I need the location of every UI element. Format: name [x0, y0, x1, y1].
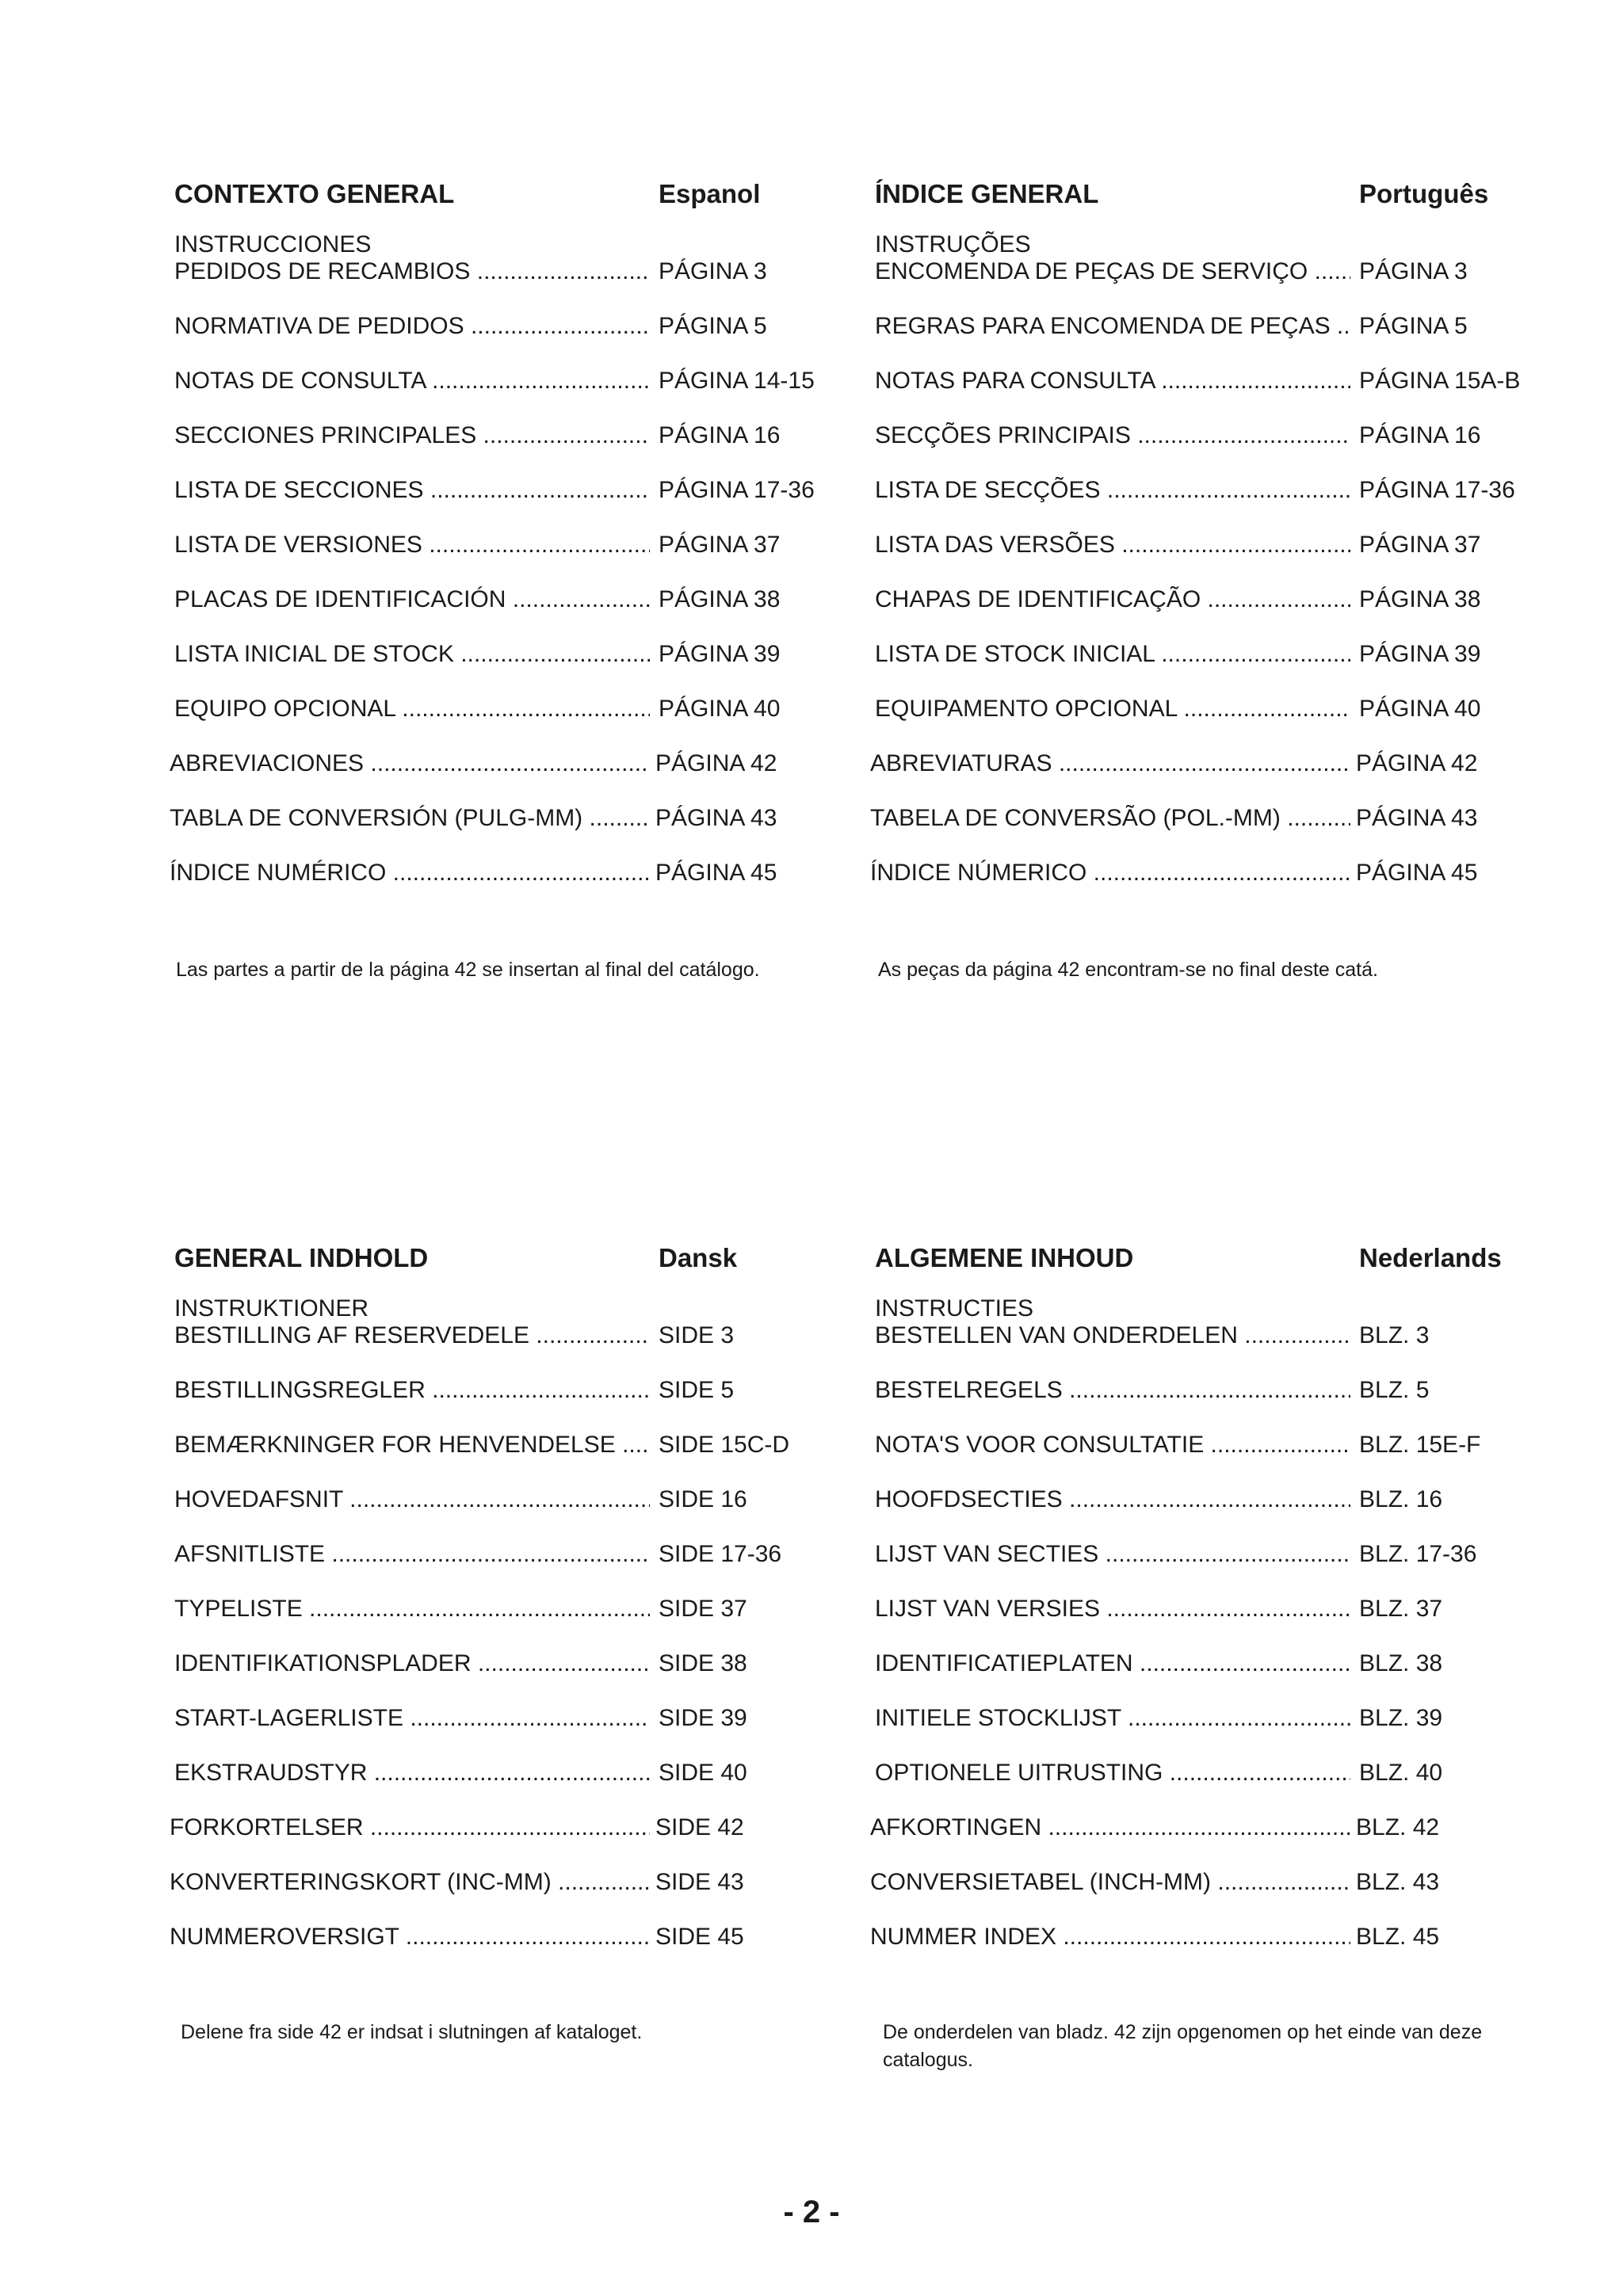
- toc-entry-page: PÁGINA 45: [1356, 860, 1478, 886]
- toc-entry: [173, 1705, 870, 1760]
- toc-entry-heading: INSTRUKTIONER: [174, 1295, 369, 1322]
- toc-entry-label: LIJST VAN VERSIES .....: [875, 1596, 1350, 1623]
- toc-entry-label: LISTA DE SECÇÕES .....: [875, 477, 1350, 504]
- toc-entry-label: NORMATIVA DE PEDIDOS .....: [174, 313, 650, 340]
- section-title: ALGEMENE INHOUD: [875, 1243, 1134, 1272]
- toc-entry: [173, 231, 870, 313]
- toc-entry-page: BLZ. 38: [1359, 1650, 1443, 1676]
- toc-entry: [173, 1596, 870, 1650]
- toc-entry-heading: INSTRUÇÕES: [875, 231, 1031, 257]
- toc-entry-label: EKSTRAUDSTYR .....: [174, 1760, 650, 1787]
- toc-entry-label: TYPELISTE .....: [174, 1596, 650, 1623]
- toc-entry-label: CHAPAS DE IDENTIFICAÇÃO .....: [875, 586, 1350, 613]
- toc-entry: [873, 1760, 1571, 1814]
- toc-entry: [173, 1760, 870, 1814]
- toc-entry: [873, 477, 1571, 532]
- section-language: Dansk: [659, 1243, 738, 1272]
- toc-entry-page: BLZ. 3: [1359, 1322, 1430, 1348]
- toc-entry-page: PÁGINA 3: [659, 258, 767, 284]
- toc-entry: [173, 1650, 870, 1705]
- footnote-portugues: As peças da página 42 encontram-se no final deste catá.: [878, 959, 1378, 981]
- toc-entry-label: NOTAS DE CONSULTA .....: [174, 368, 650, 395]
- toc-entry: [873, 1705, 1571, 1760]
- toc-entry-label: SECCIONES PRINCIPALES .....: [174, 422, 650, 449]
- toc-entry-page: PÁGINA 17-36: [1359, 477, 1515, 503]
- toc-entry-page: PÁGINA 16: [659, 422, 781, 448]
- toc-entry: [873, 368, 1571, 422]
- section-language: Nederlands: [1359, 1243, 1502, 1272]
- toc-entry: [873, 313, 1571, 368]
- toc-entry-label: BESTELLEN VAN ONDERDELEN .....: [875, 1322, 1350, 1349]
- section-nederlands: [870, 1240, 1571, 1978]
- toc-entry: [870, 1814, 1571, 1869]
- toc-entry-label: START-LAGERLISTE .....: [174, 1705, 650, 1732]
- toc-list: [170, 1295, 870, 1978]
- toc-list: [870, 231, 1571, 914]
- toc-entry-label: NOTAS PARA CONSULTA .....: [875, 368, 1350, 395]
- toc-entry-page: SIDE 43: [655, 1869, 744, 1895]
- toc-entry-page: PÁGINA 37: [1359, 532, 1481, 558]
- toc-list: [870, 1295, 1571, 1978]
- toc-entry-label: NOTA'S VOOR CONSULTATIE .....: [875, 1432, 1350, 1459]
- toc-entry-label: LISTA DE VERSIONES .....: [174, 532, 650, 559]
- toc-entry-label: BEMÆRKNINGER FOR HENVENDELSE .....: [174, 1432, 650, 1459]
- toc-entry-page: BLZ. 45: [1356, 1924, 1440, 1950]
- toc-entry-label: PLACAS DE IDENTIFICACIÓN .....: [174, 586, 650, 613]
- section-header: [873, 176, 1571, 214]
- toc-entry-label: LISTA DE STOCK INICIAL .....: [875, 641, 1350, 668]
- toc-entry-page: PÁGINA 37: [659, 532, 781, 558]
- toc-entry: [873, 1432, 1571, 1486]
- section-portugues: [870, 176, 1571, 914]
- toc-entry: [873, 641, 1571, 696]
- toc-entry-label: AFSNITLISTE .....: [174, 1541, 650, 1568]
- toc-entry-page: PÁGINA 3: [1359, 258, 1468, 284]
- toc-entry-heading: INSTRUCTIES: [875, 1295, 1034, 1322]
- toc-entry: [873, 532, 1571, 586]
- toc-entry-label: ABREVIACIONES .....: [170, 750, 650, 777]
- toc-entry: [873, 696, 1571, 750]
- toc-entry-page: BLZ. 16: [1359, 1486, 1443, 1512]
- toc-entry: [173, 641, 870, 696]
- toc-entry: [873, 1377, 1571, 1432]
- toc-entry-label: ÍNDICE NÚMERICO .....: [870, 860, 1350, 887]
- toc-entry-page: BLZ. 39: [1359, 1705, 1443, 1731]
- toc-entry: [870, 860, 1571, 914]
- section-title: ÍNDICE GENERAL: [875, 179, 1099, 208]
- toc-entry-page: BLZ. 15E-F: [1359, 1432, 1481, 1458]
- toc-entry: [873, 1541, 1571, 1596]
- toc-entry-page: SIDE 5: [659, 1377, 735, 1403]
- toc-entry-label: OPTIONELE UITRUSTING .....: [875, 1760, 1350, 1787]
- toc-entry: [870, 1869, 1571, 1924]
- toc-entry: [170, 1869, 870, 1924]
- page-number: - 2 -: [783, 2195, 840, 2229]
- toc-entry-page: SIDE 40: [659, 1760, 747, 1786]
- toc-entry: [873, 422, 1571, 477]
- toc-entry: [873, 1596, 1571, 1650]
- toc-entry-page: PÁGINA 45: [655, 860, 777, 886]
- toc-entry-label: PEDIDOS DE RECAMBIOS .....: [174, 258, 650, 285]
- section-header: [173, 176, 870, 214]
- toc-entry-label: CONVERSIETABEL (INCH-MM) .....: [870, 1869, 1350, 1896]
- toc-entry-page: PÁGINA 15A-B: [1359, 368, 1521, 394]
- toc-entry-label: EQUIPO OPCIONAL .....: [174, 696, 650, 723]
- toc-entry-label: TABLA DE CONVERSIÓN (PULG-MM) .....: [170, 805, 650, 832]
- toc-entry-label: IDENTIFIKATIONSPLADER .....: [174, 1650, 650, 1677]
- toc-entry-page: SIDE 3: [659, 1322, 735, 1348]
- toc-entry-label: REGRAS PARA ENCOMENDA DE PEÇAS .....: [875, 313, 1350, 340]
- toc-entry: [873, 231, 1571, 313]
- toc-entry: [173, 477, 870, 532]
- section-header: [873, 1240, 1571, 1278]
- toc-entry-page: PÁGINA 40: [1359, 696, 1481, 722]
- toc-entry-page: SIDE 38: [659, 1650, 747, 1676]
- toc-entry-label: IDENTIFICATIEPLATEN .....: [875, 1650, 1350, 1677]
- toc-entry-label: LISTA DE SECCIONES .....: [174, 477, 650, 504]
- toc-entry-page: PÁGINA 38: [1359, 586, 1481, 612]
- toc-entry-label: ENCOMENDA DE PEÇAS DE SERVIÇO .....: [875, 258, 1350, 285]
- toc-entry-label: LISTA DAS VERSÕES .....: [875, 532, 1350, 559]
- toc-entry: [170, 860, 870, 914]
- toc-entry-page: PÁGINA 42: [1356, 750, 1478, 776]
- toc-entry-page: SIDE 42: [655, 1814, 744, 1840]
- toc-entry: [873, 1486, 1571, 1541]
- toc-entry: [870, 750, 1571, 805]
- toc-entry-page: PÁGINA 43: [655, 805, 777, 831]
- toc-entry-page: PÁGINA 5: [1359, 313, 1468, 339]
- section-language: Espanol: [659, 179, 761, 208]
- toc-entry: [173, 313, 870, 368]
- toc-entry-label: ABREVIATURAS .....: [870, 750, 1350, 777]
- section-dansk: [170, 1240, 870, 1978]
- toc-entry: [173, 1377, 870, 1432]
- toc-entry-page: PÁGINA 40: [659, 696, 781, 722]
- section-title: CONTEXTO GENERAL: [174, 179, 455, 208]
- toc-entry-page: PÁGINA 5: [659, 313, 767, 339]
- toc-entry-page: SIDE 45: [655, 1924, 744, 1950]
- toc-entry: [170, 1814, 870, 1869]
- toc-entry: [173, 696, 870, 750]
- toc-entry-page: PÁGINA 14-15: [659, 368, 815, 394]
- toc-entry-page: PÁGINA 17-36: [659, 477, 815, 503]
- footnote-dansk: Delene fra side 42 er indsat i slutningen af kataloget.: [181, 2021, 643, 2043]
- toc-entry-label: BESTELREGELS .....: [875, 1377, 1350, 1404]
- footnote-nederlands: De onderdelen van bladz. 42 zijn opgenomen op het einde van deze catalogus.: [883, 2021, 1483, 2071]
- toc-entry-page: BLZ. 40: [1359, 1760, 1443, 1786]
- toc-entry-label: TABELA DE CONVERSÃO (POL.-MM) .....: [870, 805, 1350, 832]
- toc-list: [170, 231, 870, 914]
- toc-entry-label: HOVEDAFSNIT .....: [174, 1486, 650, 1513]
- toc-entry-label: NUMMEROVERSIGT .....: [170, 1924, 650, 1951]
- toc-entry-label: ÍNDICE NUMÉRICO .....: [170, 860, 650, 887]
- toc-entry: [173, 1295, 870, 1377]
- toc-entry-label: FORKORTELSER .....: [170, 1814, 650, 1841]
- toc-entry-page: SIDE 15C-D: [659, 1432, 790, 1458]
- toc-entry: [173, 422, 870, 477]
- toc-entry-page: SIDE 16: [659, 1486, 747, 1512]
- toc-entry-label: KONVERTERINGSKORT (INC-MM) .....: [170, 1869, 650, 1896]
- toc-entry-page: SIDE 37: [659, 1596, 747, 1622]
- toc-entry: [173, 586, 870, 641]
- section-header: [173, 1240, 870, 1278]
- toc-entry: [173, 1541, 870, 1596]
- toc-entry-page: SIDE 39: [659, 1705, 747, 1731]
- toc-entry: [173, 1486, 870, 1541]
- toc-entry: [873, 1650, 1571, 1705]
- toc-entry: [870, 805, 1571, 860]
- toc-entry: [173, 1432, 870, 1486]
- toc-entry-page: BLZ. 37: [1359, 1596, 1443, 1622]
- section-language: Português: [1359, 179, 1489, 208]
- toc-entry-page: PÁGINA 42: [655, 750, 777, 776]
- toc-entry-page: SIDE 17-36: [659, 1541, 782, 1567]
- section-espanol: [170, 176, 870, 914]
- toc-entry-page: BLZ. 42: [1356, 1814, 1440, 1840]
- toc-entry-label: INITIELE STOCKLIJST .....: [875, 1705, 1350, 1732]
- toc-entry-page: BLZ. 5: [1359, 1377, 1430, 1403]
- toc-entry-page: BLZ. 43: [1356, 1869, 1440, 1895]
- toc-entry-label: SECÇÕES PRINCIPAIS .....: [875, 422, 1350, 449]
- toc-entry: [170, 750, 870, 805]
- footnote-espanol: Las partes a partir de la página 42 se insertan al final del catálogo.: [176, 959, 760, 981]
- toc-entry-page: PÁGINA 39: [1359, 641, 1481, 667]
- section-title: GENERAL INDHOLD: [174, 1243, 429, 1272]
- toc-entry-label: AFKORTINGEN .....: [870, 1814, 1350, 1841]
- toc-entry-page: PÁGINA 38: [659, 586, 781, 612]
- toc-entry-label: NUMMER INDEX .....: [870, 1924, 1350, 1951]
- toc-entry: [873, 586, 1571, 641]
- toc-entry-label: LISTA INICIAL DE STOCK .....: [174, 641, 650, 668]
- toc-entry-page: BLZ. 17-36: [1359, 1541, 1477, 1567]
- toc-entry-page: PÁGINA 16: [1359, 422, 1481, 448]
- toc-entry-label: BESTILLINGSREGLER .....: [174, 1377, 650, 1404]
- toc-entry: [873, 1295, 1571, 1377]
- toc-entry: [870, 1924, 1571, 1978]
- toc-entry-heading: INSTRUCCIONES: [174, 231, 372, 257]
- toc-entry-label: BESTILLING AF RESERVEDELE .....: [174, 1322, 650, 1349]
- toc-entry: [173, 532, 870, 586]
- toc-entry: [170, 805, 870, 860]
- toc-entry-page: PÁGINA 43: [1356, 805, 1478, 831]
- toc-entry-label: HOOFDSECTIES .....: [875, 1486, 1350, 1513]
- toc-entry: [170, 1924, 870, 1978]
- toc-entry: [173, 368, 870, 422]
- toc-entry-label: EQUIPAMENTO OPCIONAL .....: [875, 696, 1350, 723]
- toc-entry-label: LIJST VAN SECTIES .....: [875, 1541, 1350, 1568]
- toc-entry-page: PÁGINA 39: [659, 641, 781, 667]
